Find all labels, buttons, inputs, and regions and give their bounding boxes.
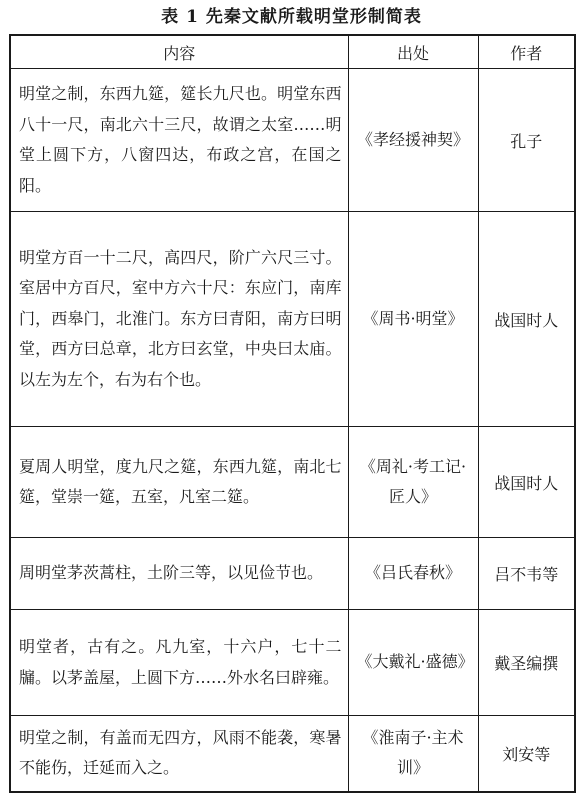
table-title: 表 1 先秦文献所载明堂形制简表 — [161, 7, 422, 27]
table-row — [10, 610, 575, 716]
table-row — [10, 69, 575, 212]
shape-table — [9, 34, 576, 793]
table-row — [10, 538, 575, 610]
header-row — [10, 35, 575, 69]
row-author: 战国时人 — [478, 427, 575, 538]
row-author: 孔子 — [478, 69, 575, 212]
header-content: 内容 — [10, 35, 348, 69]
row-author: 戴圣编撰 — [478, 610, 575, 716]
table-row — [10, 427, 575, 538]
header-source: 出处 — [348, 35, 478, 69]
row-content: 夏周人明堂，度九尺之筵，东西九筵，南北七筵，堂崇一筵，五室，凡室二筵。 — [10, 427, 348, 538]
row-source: 《周礼·考工记·匠人》 — [348, 427, 478, 538]
table-row — [10, 716, 575, 792]
row-content: 周明堂茅茨蒿柱，土阶三等，以见俭节也。 — [10, 538, 348, 610]
row-source: 《孝经援神契》 — [348, 69, 478, 212]
row-content: 明堂之制，有盖而无四方，风雨不能袭，寒暑不能伤，迁延而入之。 — [10, 716, 348, 792]
row-source: 《淮南子·主术训》 — [348, 716, 478, 792]
row-author: 战国时人 — [478, 212, 575, 427]
row-source: 《吕氏春秋》 — [348, 538, 478, 610]
row-source: 《大戴礼·盛德》 — [348, 610, 478, 716]
row-content: 明堂之制，东西九筵，筵长九尺也。明堂东西八十一尺，南北六十三尺，故谓之太室……明堂上圆下方，八窗四达，布政之宫，在国之阳。 — [10, 69, 348, 212]
row-author: 刘安等 — [478, 716, 575, 792]
table-row — [10, 212, 575, 427]
row-content: 明堂方百一十二尺，高四尺，阶广六尺三寸。室居中方百尺，室中方六十尺：东应门，南库门，西皋门，北淮门。东方曰青阳，南方曰明堂，西方曰总章，北方曰玄堂，中央曰太庙。以左为左个，右为右个也。 — [10, 212, 348, 427]
header-author: 作者 — [478, 35, 575, 69]
row-source: 《周书·明堂》 — [348, 212, 478, 427]
row-author: 吕不韦等 — [478, 538, 575, 610]
row-content: 明堂者，古有之。凡九室，十六户，七十二牖。以茅盖屋，上圆下方……外水名曰辟雍。 — [10, 610, 348, 716]
